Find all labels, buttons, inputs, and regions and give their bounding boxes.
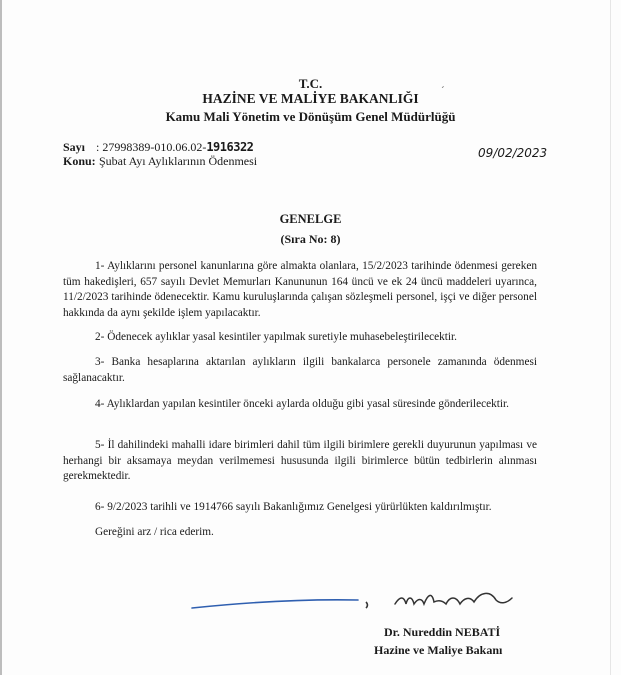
document-sequence: (Sıra No: 8)	[280, 232, 341, 246]
paragraph-2: 2- Ödenecek aylıklar yasal kesintiler yapılmak suretiyle muhasebeleştirilecektir.	[95, 331, 457, 343]
date-value: 09/02/2023	[478, 146, 548, 160]
paragraph-5: 5- İl dahilindeki mahalli idare birimleri dahil tüm ilgili birimlere gerekli duyurunun yapılması ve herhangi bir aksamaya meydan verilmemesi hususunda ilgili birimlerce bütün tedbirlerin alınması gerekmektedir.	[63, 439, 537, 482]
konu-label: Konu:	[63, 154, 96, 168]
konu-value: Şubat Ayı Aylıklarının Ödenmesi	[99, 154, 258, 168]
sayi-value	[96, 140, 253, 155]
sayi-handwritten-number: 1916322	[206, 140, 254, 154]
header-directorate: Kamu Mali Yönetim ve Dönüşüm Genel Müdürlüğü	[165, 109, 456, 124]
signature	[190, 590, 520, 620]
sayi-number: : 27998389-010.06.02-	[96, 140, 207, 154]
paragraph-1: 1- Aylıklarını personel kanunlarına göre almakta olanlara, 15/2/2023 tarihinde ödenmesi gereken tüm hakedişleri, 657 sayılı Devlet Memurları Kanununun 164 üncü ve ek 24 üncü maddeleri uyarınca, 11/2/2023 tarihinde ödenecektir. Kamu kuruluşlarında çalışan sözleşmeli personel, işçi ve diğer personel hakkında da aynı şekilde işlem yapılacaktır.	[63, 260, 537, 319]
closing-line: Gereğini arz / rica ederim.	[95, 526, 214, 538]
header-tc: T.C.	[298, 76, 323, 91]
paragraph-3: 3- Banka hesaplarına aktarılan aylıkların ilgili bankalarca personele zamanında ödenmesi sağlanacaktır.	[63, 356, 537, 384]
pen-tick-mark: ´	[441, 85, 445, 97]
document-title: GENELGE	[279, 212, 342, 226]
signer-name: Dr. Nureddin NEBATİ	[384, 625, 501, 639]
sayi-label: Sayı	[63, 140, 86, 154]
header-ministry: HAZİNE VE MALİYE BAKANLIĞI	[202, 91, 419, 106]
paragraph-4: 4- Aylıklardan yapılan kesintiler önceki aylarda olduğu gibi yasal süresinde gönderilecektir.	[95, 398, 510, 410]
signer-title: Hazine ve Maliye Bakanı	[374, 643, 503, 657]
document-date	[478, 146, 547, 161]
paragraph-6: 6- 9/2/2023 tarihli ve 1914766 sayılı Bakanlığımız Genelgesi yürürlükten kaldırılmıştır.	[95, 501, 492, 513]
